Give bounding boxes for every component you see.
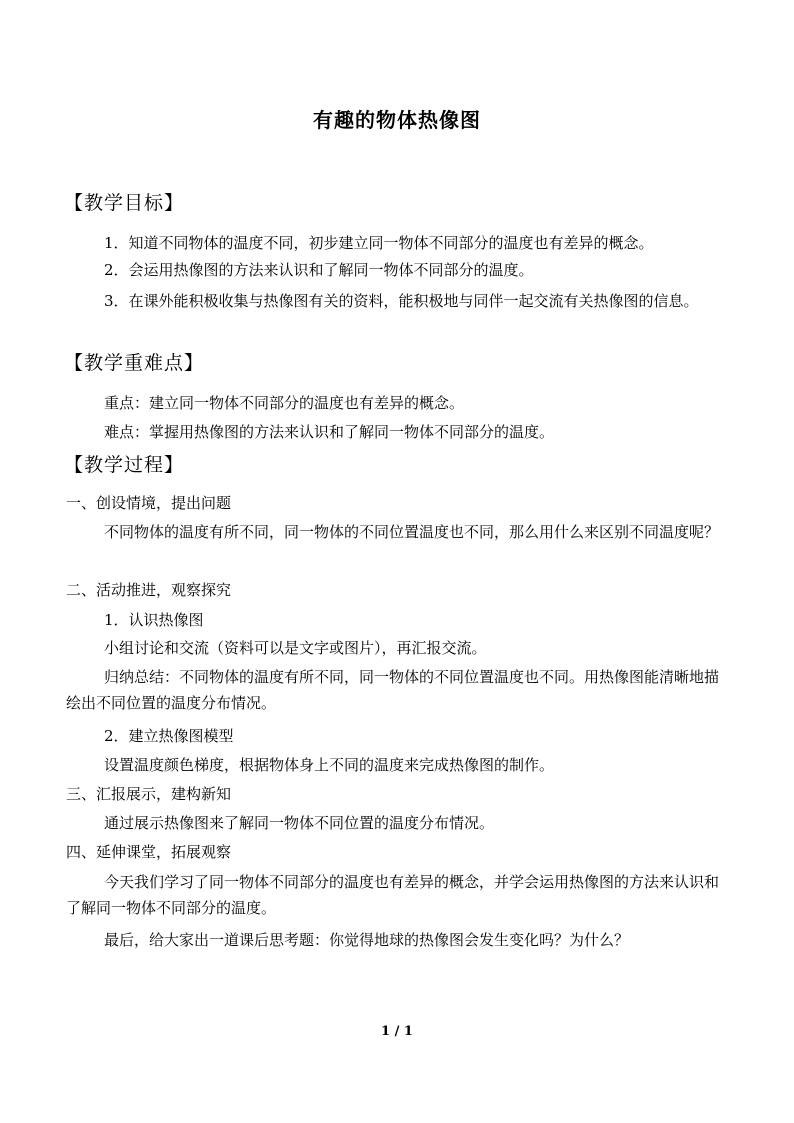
step-heading: 三、汇报展示，建构新知: [66, 785, 232, 803]
objective-item: 2．会运用热像图的方法来认识和了解同一物体不同部分的温度。: [104, 261, 534, 279]
step-text: 小组讨论和交流（资料可以是文字或图片），再汇报交流。: [104, 639, 487, 657]
step-text: 今天我们学习了同一物体不同部分的温度也有差异的概念，并学会运用热像图的方法来认识和了解同一物体不同部分的温度。: [66, 873, 720, 917]
sub-step-heading: 1．认识热像图: [104, 611, 204, 629]
step-heading: 二、活动推进，观察探究: [66, 581, 232, 599]
objective-item: 3．在课外能积极收集与热像图有关的资料，能积极地与同伴一起交流有关热像图的信息。: [104, 292, 699, 310]
section-heading-objectives: 【教学目标】: [64, 192, 185, 214]
key-point-item: 重点：建立同一物体不同部分的温度也有差异的概念。: [104, 394, 465, 412]
section-heading-key-points: 【教学重难点】: [64, 352, 205, 374]
step-text: 不同物体的温度有所不同，同一物体的不同位置温度也不同，那么用什么来区别不同温度呢？: [104, 523, 720, 541]
step-text: 通过展示热像图来了解同一物体不同位置的温度分布情况。: [104, 814, 495, 832]
step-text: 最后，给大家出一道课后思考题：你觉得地球的热像图会发生变化吗？为什么？: [104, 931, 630, 949]
sub-step-heading: 2．建立热像图模型: [104, 727, 234, 745]
key-point-item: 难点：掌握用热像图的方法来认识和了解同一物体不同部分的温度。: [104, 423, 555, 441]
document-title: 有趣的物体热像图: [313, 108, 481, 132]
step-text: 归纳总结：不同物体的温度有所不同，同一物体的不同位置温度也不同。用热像图能清晰地描绘出不同位置的温度分布情况。: [66, 668, 720, 712]
objective-item: 1．知道不同物体的温度不同，初步建立同一物体不同部分的温度也有差异的概念。: [104, 234, 654, 252]
page-number: 1 / 1: [381, 1024, 413, 1039]
step-text: 设置温度颜色梯度，根据物体身上不同的温度来完成热像图的制作。: [104, 756, 555, 774]
step-heading: 一、创设情境，提出问题: [66, 494, 232, 512]
step-heading: 四、延伸课堂，拓展观察: [66, 843, 232, 861]
section-heading-process: 【教学过程】: [64, 454, 185, 476]
